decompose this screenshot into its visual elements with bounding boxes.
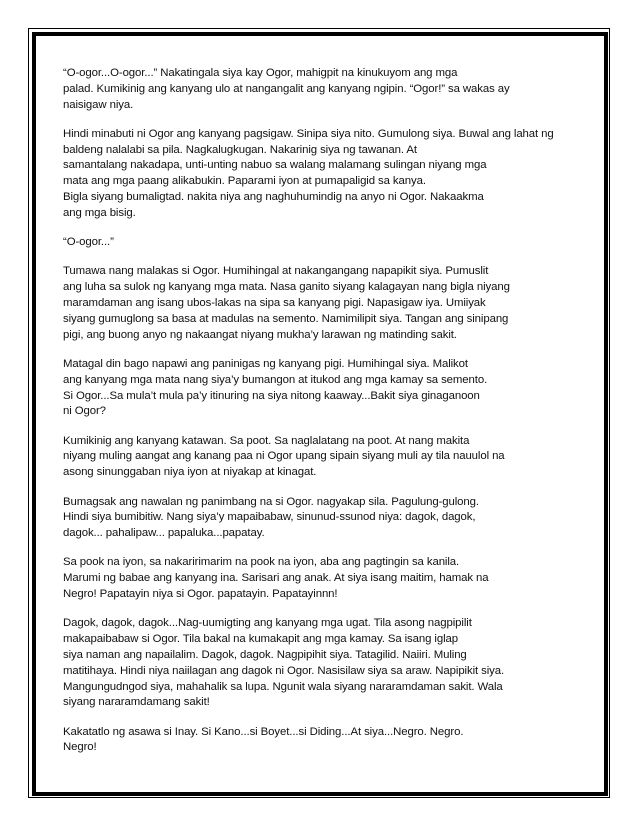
paragraph [63,495,603,542]
text-line: Mangungudngod siya, mahahalik sa lupa. Ngunit wala siyang nararamdaman sakit. Wala [63,680,503,693]
text-line: asong sinunggaban niya iyon at niyakap at kinagat. [63,466,317,479]
text-line: siya naman ang napailalim. Dagok, dagok. Nagpipihit siya. Tatagilid. Naiiri. Muling [63,648,467,661]
text-line: ang luha sa sulok ng kanyang mga mata. Nasa ganito siyang kalagayan nang bigla niyang [63,281,510,294]
text-line: matitihaya. Hindi niya naiilagan ang dagok ni Ogor. Nasisilaw siya sa araw. Napipikit siya. [63,664,505,677]
text-line: niyang muling aangat ang kanang paa ni Ogor upang sipain siyang muli ay tila nauulol na [63,450,505,463]
paragraph [63,434,603,481]
text-line: Kakatatlo ng asawa si Inay. Si Kano...si Boyet...si Diding...At siya...Negro. Negro. [63,725,464,738]
text-line: “O-ogor...” [63,236,114,249]
text-line: Negro! [63,741,97,754]
text-line: dagok... pahalipaw... papaluka...papatay. [63,527,265,540]
text-line: makapaibabaw si Ogor. Tila bakal na kumakapit ang mga kamay. Sa isang iglap [63,633,458,646]
text-line: Tumawa nang malakas si Ogor. Humihingal at nakangangang napapikit siya. Pumuslit [63,265,489,278]
paragraph [63,127,603,222]
text-line: baldeng nalalabi sa pila. Nagkalugkugan. Nakarinig siya ng tawanan. At [63,143,417,156]
text-line: siyang nararamdamang sakit! [63,696,210,709]
text-line: Sa pook na iyon, sa nakaririmarim na pook na iyon, aba ang pagtingin sa kanila. [63,556,460,569]
text-line: maramdaman ang isang ubos-lakas na sipa sa kanyang pigi. Napasigaw iya. Umiiyak [63,297,486,310]
text-line: pigi, ang buong anyo ng nakaangat niyang mukha’y larawan ng matinding sakit. [63,328,457,341]
paragraph [63,264,603,343]
text-line: Hindi siya bumibitiw. Nang siya’y mapaibabaw, sinunud-ssunod niya: dagok, dagok, [63,511,476,524]
text-line: Matagal din bago napawi ang paninigas ng kanyang pigi. Humihingal siya. Malikot [63,357,468,370]
text-line: Bumagsak ang nawalan ng panimbang na si Ogor. nagyakap sila. Pagulung-gulong. [63,495,479,508]
text-line: “O-ogor...O-ogor...” Nakatingala siya kay Ogor, mahigpit na kinukuyom ang mga [63,67,458,79]
paragraph [63,725,603,757]
text-line: mata ang mga paang alikabukin. Paparami iyon at pumapaligid sa kanya. [63,175,426,188]
document-body [63,66,603,770]
text-line: ang kanyang mga mata nang siya’y bumangon at itukod ang mga kamay sa semento. [63,373,488,386]
paragraph [63,357,603,420]
text-line: ni Ogor? [63,405,106,418]
text-line: Bigla siyang bumaligtad. nakita niya ang naghuhumindig na anyo ni Ogor. Nakaakma [63,191,484,204]
paragraph [63,616,603,711]
text-line: Negro! Papatayin niya si Ogor. papatayin. Papatayinnn! [63,588,338,601]
text-line: Dagok, dagok, dagok...Nag-uumigting ang kanyang mga ugat. Tila asong nagpipilit [63,617,472,630]
paragraph [63,235,603,251]
paragraph [63,555,603,602]
text-line: Kumikinig ang kanyang katawan. Sa poot. Sa naglalatang na poot. At nang makita [63,434,470,447]
text-line: palad. Kumikinig ang kanyang ulo at nangangalit ang kanyang ngipin. “Ogor!” sa wakas ay [63,82,510,95]
text-line: naisigaw niya. [63,98,134,111]
paragraph [63,66,603,113]
text-line: samantalang nakadapa, unti-unting nabuo sa walang malamang sulingan niyang mga [63,159,487,172]
text-line: siyang gumuglong sa basa at madulas na semento. Namimilipit siya. Tangan ang sinipang [63,312,509,325]
text-line: Hindi minabuti ni Ogor ang kanyang pagsigaw. Sinipa siya nito. Gumulong siya. Buwal ang lahat ng [63,127,554,140]
text-line: ang mga bisig. [63,206,136,219]
text-line: Si Ogor...Sa mula’t mula pa’y itinuring na siya nitong kaaway...Bakit siya ginaganoon [63,389,480,402]
text-line: Marumi ng babae ang kanyang ina. Sarisari ang anak. At siya isang maitim, hamak na [63,572,489,585]
